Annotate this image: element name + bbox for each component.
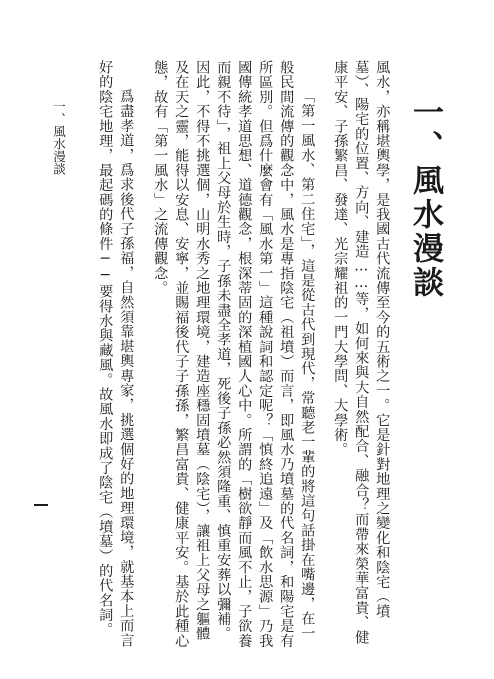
text-line: 國傳統孝道思想、道德觀念，根深蒂固的深植國人心中。所謂的「樹欲靜而風不止，子欲養: [236, 60, 253, 648]
text-line: 「第一風水、第二住宅」，這是從古代到現代，常聽老一輩的將這句話掛在嘴邊，在一: [299, 89, 316, 641]
chapter-title: 一、風水漫談: [407, 96, 443, 300]
text-line: 好的陰宅地理，最起碼的條件──要得水與藏風。故風水即成了陰宅（墳墓）的代名詞。: [97, 60, 114, 637]
text-line: 及在天之靈，能得以安息、安寧，並賜福後代子子孫孫，繁昌富貴、健康平安。基於此種心: [173, 60, 190, 648]
text-line: 所區別。但爲什麼會有「風水第一」這種說詞和認定呢？「慎終追遠」及「飲水思源」乃我: [257, 60, 274, 648]
text-line: 爲盡孝道，爲求後代子孫福，自然須靠堪輿專家，挑選個好的地理環境，就基本上而言: [118, 89, 135, 648]
running-head: 一、風水漫談: [51, 100, 67, 175]
page-number-mark: [34, 504, 48, 506]
text-line: 而親不待」，祖上父母於生時，子孫未盡全孝道，死後子孫必然須隆重、慎重安葬以彌補。: [215, 60, 232, 641]
text-line: 康平安、子孫繁昌、發達、光宗耀祖的一門大學問、大學術。: [332, 60, 349, 457]
text-line: 般民間流傳的觀念中，風水是專指陰宅（祖墳）而言，即風水乃墳墓的代名詞，和陽宅是有: [278, 60, 295, 648]
text-line: 態，故有「第一風水」之流傳觀念。: [152, 60, 169, 296]
text-line: 風水，亦稱堪輿學，是我國古代流傳至今的五術之一。它是針對地理之變化和陰宅（墳: [374, 60, 391, 619]
text-line: 墓）、陽宅的位置、方向、建造……等，如何來與大自然配合、融合？而帶來榮華富貴、健: [353, 60, 370, 645]
page-number: [36, 494, 37, 495]
text-line: 因此，不得不挑選個，山明水秀之地理環境，建造座穩固墳墓（陰宅），讓祖上父母之軀體: [194, 60, 211, 641]
